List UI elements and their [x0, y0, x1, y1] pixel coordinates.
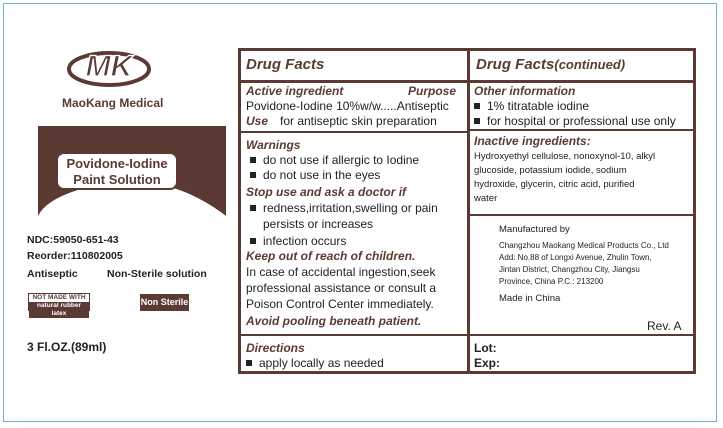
- inactive-line: hydroxide, glycerin, citric acid, purified: [474, 179, 635, 190]
- warnings-heading: Warnings: [246, 138, 301, 152]
- reorder-number: Reorder:110802005: [27, 250, 123, 262]
- manufacturer-line: Add: No.88 of Longxi Avenue, Zhulin Town,: [499, 253, 652, 262]
- stop-use-item: infection occurs: [250, 234, 346, 248]
- company-name: MaoKang Medical: [62, 96, 164, 110]
- keep-out-heading: Keep out of reach of children.: [246, 249, 416, 263]
- avoid-pooling-heading: Avoid pooling beneath patient.: [246, 314, 422, 328]
- inactive-line: Hydroxyethyl cellulose, nonoxynol-10, alkyl: [474, 151, 656, 162]
- stop-use-item-cont: persists or increases: [263, 217, 374, 231]
- active-ingredient-heading: Active ingredient: [246, 84, 344, 98]
- directions-heading: Directions: [246, 341, 305, 355]
- ingestion-line: professional assistance or consult a: [246, 281, 437, 295]
- manufacturer-line: Province, China P.C.: 213200: [499, 277, 604, 286]
- inactive-ingredients-heading: Inactive ingredients:: [474, 134, 591, 148]
- use-label: Use: [246, 114, 269, 128]
- ingestion-line: In case of accidental ingestion,seek: [246, 265, 436, 279]
- active-ingredient-line: Povidone-Iodine 10%w/w.....Antiseptic: [246, 99, 449, 113]
- exp-label: Exp:: [474, 356, 501, 370]
- ndc-number: NDC:59050-651-43: [27, 234, 119, 246]
- warning-item: do not use if allergic to Iodine: [250, 153, 419, 167]
- warning-item: do not use in the eyes: [250, 168, 380, 182]
- revision-label: Rev. A: [647, 319, 682, 333]
- inactive-line: glucoside, potassium iodide, sodium: [474, 165, 627, 176]
- stop-use-item: redness,irritation,swelling or pain: [250, 201, 438, 215]
- svg-text:MK: MK: [85, 50, 133, 83]
- other-info-item: for hospital or professional use only: [474, 114, 676, 128]
- non-sterile-solution-label: Non-Sterile solution: [107, 268, 207, 280]
- made-in-label: Made in China: [499, 293, 561, 304]
- ingestion-line: Poison Control Center immediately.: [246, 297, 434, 311]
- inactive-line: water: [474, 193, 498, 204]
- other-info-heading: Other information: [474, 84, 576, 98]
- manufacturer-line: Changzhou Maokang Medical Products Co., Ltd: [499, 241, 669, 250]
- product-name-line2: Paint Solution: [73, 172, 161, 187]
- directions-item: apply locally as needed: [246, 356, 384, 370]
- stop-use-heading: Stop use and ask a doctor if: [246, 185, 407, 199]
- drug-facts-table: [238, 48, 696, 374]
- lot-label: Lot:: [474, 341, 497, 355]
- other-info-item: 1% titratable iodine: [474, 99, 589, 113]
- manufactured-by-label: Manufactured by: [499, 224, 570, 235]
- product-name-line1: Povidone-Iodine: [66, 156, 168, 171]
- non-sterile-badge: Non Sterile: [140, 294, 189, 311]
- antiseptic-label: Antiseptic: [27, 268, 78, 280]
- manufacturer-line: Jintan District, Changzhou City, Jiangsu: [499, 265, 640, 274]
- use-text: for antiseptic skin preparation: [280, 114, 437, 128]
- purpose-heading: Purpose: [408, 84, 457, 98]
- not-made-with-latex-badge: NOT MADE WITH natural rubber latex: [28, 293, 90, 311]
- drug-facts-continued-title: Drug Facts(continued): [476, 56, 626, 73]
- product-name-box: [56, 152, 178, 190]
- drug-facts-title: Drug Facts: [246, 56, 325, 73]
- maokang-logo-icon: [66, 42, 152, 92]
- volume-label: 3 Fl.OZ.(89ml): [27, 340, 107, 354]
